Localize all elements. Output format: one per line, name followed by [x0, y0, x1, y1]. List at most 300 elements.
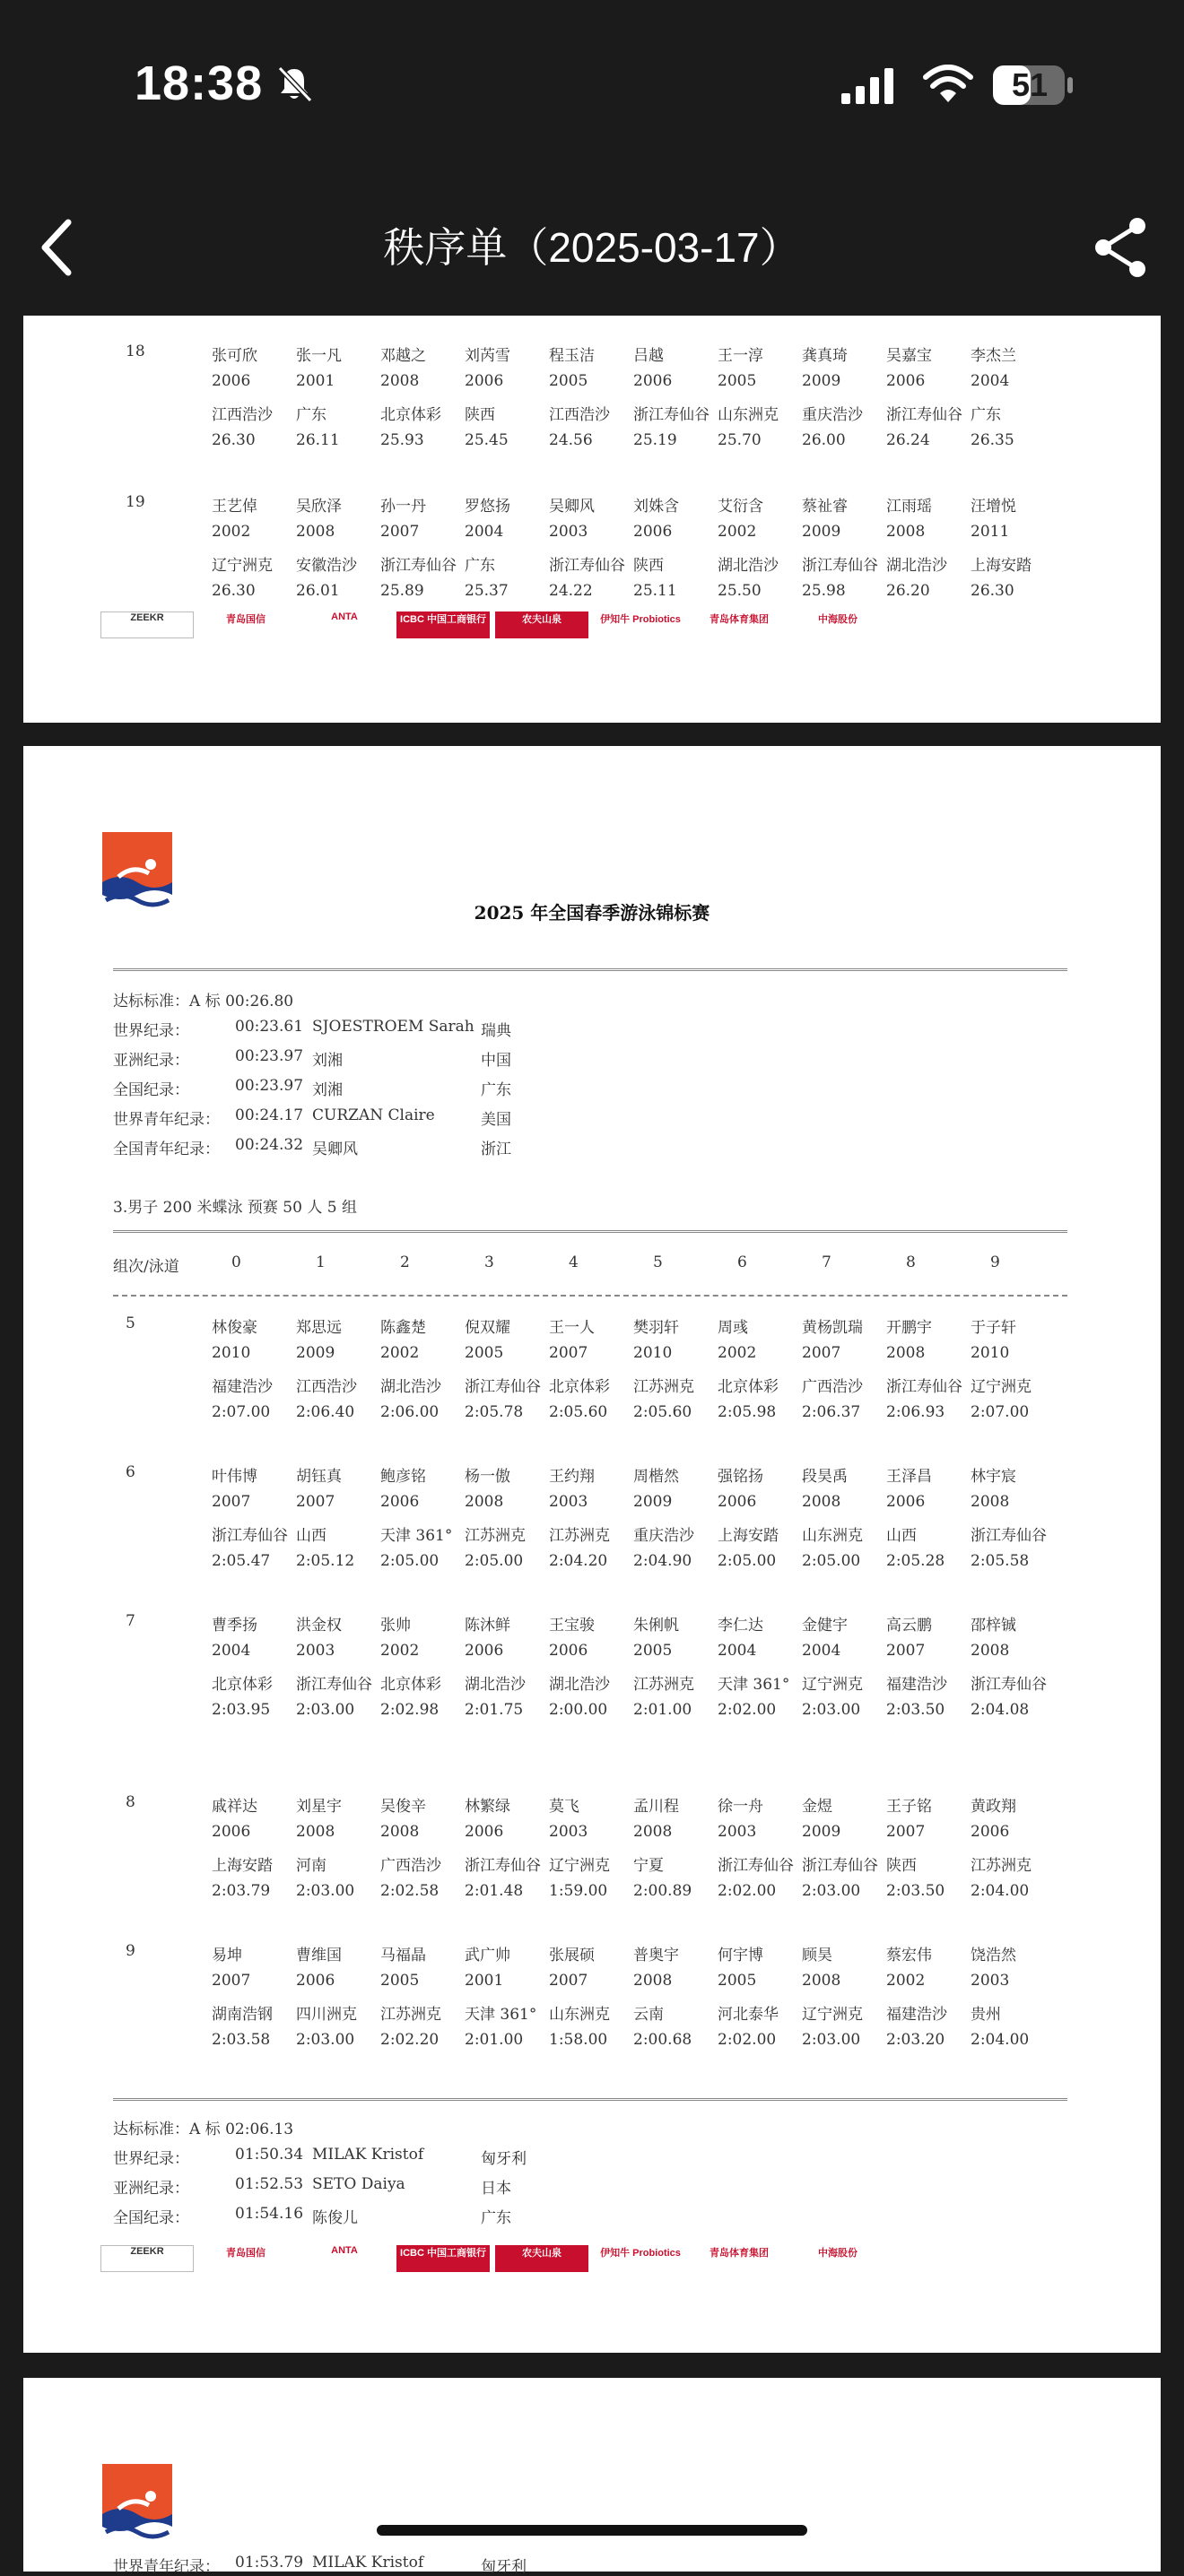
record-nation: 中国 [481, 1052, 511, 1070]
record-time: 00:24.32 [235, 1136, 304, 1154]
birth-year: 2008 [802, 1493, 841, 1511]
birth-year: 2008 [465, 1493, 504, 1511]
swimmer-team: 江苏洲克 [380, 2006, 441, 2024]
birth-year: 2008 [380, 1823, 420, 1841]
entry-time: 26.35 [971, 431, 1014, 449]
home-indicator [377, 2525, 807, 2536]
entry-time: 2:03.50 [886, 1701, 945, 1719]
swimmer-team: 福建浩沙 [886, 2006, 947, 2024]
entry-time: 2:03.00 [296, 1701, 355, 1719]
birth-year: 2008 [802, 1972, 841, 1990]
heat-number: 8 [126, 1793, 135, 1811]
swimmer-team: 上海安踏 [971, 557, 1032, 575]
swimmer-name: 罗悠扬 [465, 498, 510, 516]
swimmer-team: 重庆浩沙 [802, 406, 863, 424]
swimmer-name: 汪增悦 [971, 498, 1016, 516]
birth-year: 2004 [212, 1642, 251, 1660]
swimmer-name: 段昊禹 [802, 1468, 848, 1486]
sponsor-logo: 农夫山泉 [495, 2245, 588, 2272]
birth-year: 2006 [465, 372, 504, 390]
record-holder: 刘湘 [312, 1052, 343, 1070]
swimmer-team: 辽宁洲克 [802, 2006, 863, 2024]
swimmer-team: 重庆浩沙 [633, 1527, 694, 1545]
swimmer-name: 胡钰真 [296, 1468, 342, 1486]
swimmer-name: 倪双耀 [465, 1319, 510, 1337]
entry-time: 2:06.00 [380, 1403, 440, 1421]
swimmer-name: 杨一傲 [465, 1468, 510, 1486]
entry-time: 2:02.00 [718, 1701, 777, 1719]
entry-time: 26.20 [886, 582, 930, 600]
record-label: 亚洲纪录： [113, 1052, 189, 1070]
record-holder: 陈俊儿 [312, 2209, 358, 2227]
heat-number: 9 [126, 1942, 135, 1960]
swimmer-name: 王一淳 [718, 347, 763, 365]
birth-year: 2005 [465, 1344, 504, 1362]
sponsor-logo: ZEEKR [100, 611, 194, 638]
swimmer-name: 高云鹏 [886, 1617, 932, 1635]
swimmer-name: 陈鑫楚 [380, 1319, 426, 1337]
swimmer-team: 浙江寿仙谷 [802, 557, 878, 575]
swimmer-team: 北京体彩 [380, 1676, 441, 1694]
birth-year: 2005 [549, 372, 588, 390]
birth-year: 2009 [802, 1823, 841, 1841]
record-nation: 广东 [481, 2209, 511, 2227]
status-bar [0, 0, 1184, 179]
record-label: 全国纪录： [113, 2209, 189, 2227]
birth-year: 2010 [971, 1344, 1010, 1362]
entry-time: 2:03.00 [802, 2031, 861, 2049]
birth-year: 2004 [971, 372, 1010, 390]
birth-year: 2006 [718, 1493, 757, 1511]
entry-time: 2:03.95 [212, 1701, 271, 1719]
swimmer-name: 马福晶 [380, 1947, 426, 1965]
birth-year: 2003 [296, 1642, 335, 1660]
birth-year: 2003 [971, 1972, 1010, 1990]
swimmer-name: 蔡宏伟 [886, 1947, 932, 1965]
entry-time: 25.98 [802, 582, 846, 600]
swimmer-name: 周楷然 [633, 1468, 679, 1486]
swimmer-team: 天津 361° [718, 1676, 790, 1694]
swimmer-name: 孙一丹 [380, 498, 426, 516]
heat-number: 7 [126, 1612, 135, 1630]
swimmer-name: 张帅 [380, 1617, 411, 1635]
swimmer-team: 浙江寿仙谷 [802, 1857, 878, 1875]
heat-number: 6 [126, 1463, 135, 1481]
birth-year: 2002 [886, 1972, 926, 1990]
swimmer-name: 蔡祉睿 [802, 498, 848, 516]
swimmer-name: 邵梓铖 [971, 1617, 1016, 1635]
entry-time: 2:05.78 [465, 1403, 524, 1421]
swimmer-name: 郑思远 [296, 1319, 342, 1337]
swimmer-name: 王艺倬 [212, 498, 257, 516]
swimmer-team: 云南 [633, 2006, 664, 2024]
swimmer-team: 江苏洲克 [633, 1378, 694, 1396]
birth-year: 2010 [633, 1344, 673, 1362]
swimmer-name: 邓越之 [380, 347, 426, 365]
record-label: 世界青年纪录： [113, 2558, 220, 2576]
birth-year: 2008 [886, 1344, 926, 1362]
swimmer-name: 王宝骏 [549, 1617, 595, 1635]
record-nation: 美国 [481, 1111, 511, 1129]
lane-number: 3 [484, 1253, 494, 1271]
swimmer-team: 浙江寿仙谷 [718, 1857, 794, 1875]
entry-time: 2:04.90 [633, 1552, 692, 1570]
lane-number: 6 [737, 1253, 747, 1271]
birth-year: 2004 [465, 523, 504, 541]
swimmer-name: 徐一舟 [718, 1798, 763, 1816]
entry-time: 2:03.00 [802, 1882, 861, 1900]
swimmer-team: 山西 [886, 1527, 917, 1545]
lane-number: 0 [231, 1253, 241, 1271]
swimmer-team: 江西浩沙 [296, 1378, 357, 1396]
sponsor-logo: ANTA [298, 2245, 391, 2272]
entry-time: 2:03.79 [212, 1882, 271, 1900]
entry-time: 2:00.89 [633, 1882, 692, 1900]
swimmer-name: 吴欣泽 [296, 498, 342, 516]
entry-time: 2:05.60 [633, 1403, 692, 1421]
double-rule [113, 2098, 1067, 2101]
sponsor-logo: 伊知牛 Probiotics [594, 611, 687, 638]
birth-year: 2004 [718, 1642, 757, 1660]
record-label: 世界纪录： [113, 1022, 189, 1040]
swimmer-team: 湖北浩沙 [549, 1676, 610, 1694]
birth-year: 2007 [549, 1344, 588, 1362]
swimmer-name: 艾衍含 [718, 498, 763, 516]
swimmer-team: 河北泰华 [718, 2006, 779, 2024]
swimmer-name: 林宇宸 [971, 1468, 1016, 1486]
swimmer-team: 湖北浩沙 [380, 1378, 441, 1396]
swimmer-team: 浙江寿仙谷 [886, 406, 962, 424]
lane-number: 9 [990, 1253, 1000, 1271]
record-time: 00:23.97 [235, 1077, 304, 1095]
birth-year: 2011 [971, 523, 1010, 541]
record-time: 00:23.97 [235, 1047, 304, 1065]
birth-year: 2006 [212, 1823, 251, 1841]
entry-time: 25.11 [633, 582, 677, 600]
swimmer-name: 龚真琦 [802, 347, 848, 365]
record-time: 01:53.79 [235, 2554, 304, 2572]
record-label: 世界青年纪录： [113, 1111, 220, 1129]
share-icon[interactable] [1089, 212, 1152, 283]
birth-year: 2009 [296, 1344, 335, 1362]
swimmer-name: 普奥宇 [633, 1947, 679, 1965]
birth-year: 2007 [380, 523, 420, 541]
qualifying-standard: 达标标准：A 标 00:26.80 [113, 993, 294, 1010]
swimmer-team: 北京体彩 [718, 1378, 779, 1396]
swimmer-team: 浙江寿仙谷 [465, 1857, 541, 1875]
sponsor-logo: 青岛国信 [199, 2245, 292, 2272]
swimmer-name: 吴俊辛 [380, 1798, 426, 1816]
double-rule [113, 1230, 1067, 1233]
heat-number: 18 [126, 343, 145, 360]
birth-year: 2008 [886, 523, 926, 541]
swimmer-team: 浙江寿仙谷 [971, 1527, 1047, 1545]
birth-year: 2008 [296, 523, 335, 541]
cellular-signal-icon [840, 66, 897, 106]
entry-time: 26.11 [296, 431, 340, 449]
lane-number: 5 [653, 1253, 663, 1271]
swimmer-team: 浙江寿仙谷 [465, 1378, 541, 1396]
birth-year: 2006 [886, 1493, 926, 1511]
heat-number: 5 [126, 1314, 135, 1332]
swimmer-name: 何宇博 [718, 1947, 763, 1965]
entry-time: 25.45 [465, 431, 509, 449]
entry-time: 2:05.00 [380, 1552, 440, 1570]
swimmer-team: 江西浩沙 [549, 406, 610, 424]
birth-year: 2003 [549, 1493, 588, 1511]
record-holder: MILAK Kristof [312, 2146, 424, 2164]
swimmer-team: 江苏洲克 [633, 1676, 694, 1694]
event-heading: 3.男子 200 米蝶泳 预赛 50 人 5 组 [113, 1199, 357, 1217]
birth-year: 2006 [633, 523, 673, 541]
swimmer-name: 樊羽轩 [633, 1319, 679, 1337]
entry-time: 2:06.93 [886, 1403, 945, 1421]
document-page-3 [23, 2378, 1161, 2576]
swimmer-team: 上海安踏 [718, 1527, 779, 1545]
birth-year: 2009 [802, 523, 841, 541]
swimmer-team: 上海安踏 [212, 1857, 273, 1875]
record-nation: 匈牙利 [481, 2558, 527, 2576]
birth-year: 2002 [212, 523, 251, 541]
swimmer-team: 广东 [465, 557, 495, 575]
swimmer-name: 程玉洁 [549, 347, 595, 365]
battery-level: 51 [1011, 66, 1049, 103]
birth-year: 2001 [465, 1972, 504, 1990]
entry-time: 25.93 [380, 431, 424, 449]
swimmer-team: 江苏洲克 [465, 1527, 526, 1545]
entry-time: 26.30 [212, 582, 256, 600]
swimmer-team: 广西浩沙 [380, 1857, 441, 1875]
record-time: 00:23.61 [235, 1018, 304, 1036]
swimmer-name: 王子铭 [886, 1798, 932, 1816]
entry-time: 2:01.75 [465, 1701, 524, 1719]
sponsor-logo: ICBC 中国工商银行 [396, 2245, 490, 2272]
swimmer-team: 陕西 [465, 406, 495, 424]
swimmer-name: 饶浩然 [971, 1947, 1016, 1965]
swimmer-name: 金煜 [802, 1798, 832, 1816]
swimmer-name: 王泽昌 [886, 1468, 932, 1486]
swimmer-name: 武广帅 [465, 1947, 510, 1965]
record-label: 全国青年纪录： [113, 1141, 220, 1158]
swimmer-name: 鲍彦铭 [380, 1468, 426, 1486]
swimmer-team: 浙江寿仙谷 [549, 557, 625, 575]
swimmer-team: 天津 361° [465, 2006, 537, 2024]
swimmer-team: 贵州 [971, 2006, 1001, 2024]
swimmer-team: 湖北浩沙 [718, 557, 779, 575]
swimmer-name: 李仁达 [718, 1617, 763, 1635]
birth-year: 2008 [633, 1972, 673, 1990]
entry-time: 1:58.00 [549, 2031, 608, 2049]
swimmer-team: 北京体彩 [380, 406, 441, 424]
entry-time: 2:06.40 [296, 1403, 355, 1421]
sponsor-logo: 中海股份 [791, 611, 884, 638]
record-holder: CURZAN Claire [312, 1106, 435, 1124]
swimmer-team: 江西浩沙 [212, 406, 273, 424]
entry-time: 1:59.00 [549, 1882, 608, 1900]
record-time: 01:54.16 [235, 2205, 304, 2223]
birth-year: 2008 [971, 1493, 1010, 1511]
entry-time: 25.19 [633, 431, 677, 449]
entry-time: 26.24 [886, 431, 930, 449]
swimmer-name: 张展硕 [549, 1947, 595, 1965]
swimmer-team: 陕西 [886, 1857, 917, 1875]
swimmer-team: 江苏洲克 [971, 1857, 1032, 1875]
swimming-association-logo [102, 2464, 172, 2546]
swimmer-team: 浙江寿仙谷 [633, 406, 710, 424]
lane-number: 8 [906, 1253, 916, 1271]
swimmer-name: 刘芮雪 [465, 347, 510, 365]
birth-year: 2009 [802, 372, 841, 390]
sponsor-logo: 青岛体育集团 [692, 2245, 786, 2272]
birth-year: 2002 [718, 523, 757, 541]
swimmer-name: 顾昊 [802, 1947, 832, 1965]
swimmer-name: 李杰兰 [971, 347, 1016, 365]
swimmer-name: 洪金权 [296, 1617, 342, 1635]
double-rule [113, 968, 1067, 971]
swimmer-team: 广东 [971, 406, 1001, 424]
swimmer-name: 曹维国 [296, 1947, 342, 1965]
birth-year: 2005 [380, 1972, 420, 1990]
swimmer-team: 浙江寿仙谷 [212, 1527, 288, 1545]
entry-time: 2:05.12 [296, 1552, 355, 1570]
swimmer-team: 辽宁洲克 [971, 1378, 1032, 1396]
document-page-1 [23, 316, 1161, 723]
sponsor-logo: 农夫山泉 [495, 611, 588, 638]
record-label: 全国纪录： [113, 1081, 189, 1099]
swimmer-team: 湖北浩沙 [886, 557, 947, 575]
record-label: 亚洲纪录： [113, 2180, 189, 2198]
swimmer-name: 叶伟博 [212, 1468, 257, 1486]
swimmer-team: 辽宁洲克 [549, 1857, 610, 1875]
status-time: 18:38 [135, 56, 264, 110]
entry-time: 2:05.47 [212, 1552, 271, 1570]
birth-year: 2006 [971, 1823, 1010, 1841]
qualifying-standard: 达标标准：A 标 02:06.13 [113, 2121, 294, 2138]
swimmer-name: 曹季扬 [212, 1617, 257, 1635]
birth-year: 2008 [380, 372, 420, 390]
record-nation: 匈牙利 [481, 2150, 527, 2168]
entry-time: 2:01.48 [465, 1882, 524, 1900]
birth-year: 2007 [886, 1823, 926, 1841]
swimmer-team: 福建浩沙 [212, 1378, 273, 1396]
entry-time: 2:03.58 [212, 2031, 271, 2049]
record-time: 01:50.34 [235, 2146, 304, 2164]
swimmer-name: 吴嘉宝 [886, 347, 932, 365]
silent-bell-icon [274, 65, 314, 104]
lane-number: 7 [822, 1253, 831, 1271]
entry-time: 2:02.00 [718, 1882, 777, 1900]
lane-number: 2 [400, 1253, 410, 1271]
birth-year: 2002 [380, 1642, 420, 1660]
birth-year: 2008 [971, 1642, 1010, 1660]
birth-year: 2005 [718, 372, 757, 390]
entry-time: 2:03.00 [296, 1882, 355, 1900]
swimmer-name: 黄政翔 [971, 1798, 1016, 1816]
swimmer-team: 广西浩沙 [802, 1378, 863, 1396]
entry-time: 2:03.00 [296, 2031, 355, 2049]
entry-time: 2:02.98 [380, 1701, 440, 1719]
entry-time: 2:04.00 [971, 1882, 1030, 1900]
swimmer-name: 开鹏宇 [886, 1319, 932, 1337]
birth-year: 2007 [802, 1344, 841, 1362]
entry-time: 2:02.00 [718, 2031, 777, 2049]
swimmer-team: 陕西 [633, 557, 664, 575]
sponsor-logo: ANTA [298, 611, 391, 638]
swimmer-name: 张一凡 [296, 347, 342, 365]
swimmer-name: 林俊豪 [212, 1319, 257, 1337]
entry-time: 2:05.58 [971, 1552, 1030, 1570]
birth-year: 2007 [212, 1972, 251, 1990]
record-holder: SJOESTROEM Sarah [312, 1018, 474, 1036]
swimmer-team: 安徽浩沙 [296, 557, 357, 575]
swimmer-name: 王一人 [549, 1319, 595, 1337]
record-holder: 吴卿风 [312, 1141, 358, 1158]
sponsor-logo: ICBC 中国工商银行 [396, 611, 490, 638]
swimmer-team: 山东洲克 [802, 1527, 863, 1545]
swimmer-name: 张可欣 [212, 347, 257, 365]
swimmer-team: 福建浩沙 [886, 1676, 947, 1694]
entry-time: 25.70 [718, 431, 762, 449]
record-nation: 浙江 [481, 1141, 511, 1158]
birth-year: 2003 [718, 1823, 757, 1841]
entry-time: 2:03.50 [886, 1882, 945, 1900]
entry-time: 2:02.20 [380, 2031, 440, 2049]
entry-time: 2:04.20 [549, 1552, 608, 1570]
document-page-2 [23, 746, 1161, 2353]
birth-year: 2006 [296, 1972, 335, 1990]
birth-year: 2008 [633, 1823, 673, 1841]
entry-time: 2:05.00 [465, 1552, 524, 1570]
birth-year: 2006 [549, 1642, 588, 1660]
swimmer-team: 四川洲克 [296, 2006, 357, 2024]
birth-year: 2006 [465, 1642, 504, 1660]
group-lane-label: 组次/泳道 [113, 1258, 179, 1276]
birth-year: 2003 [549, 523, 588, 541]
birth-year: 2002 [380, 1344, 420, 1362]
entry-time: 2:01.00 [465, 2031, 524, 2049]
entry-time: 2:03.20 [886, 2031, 945, 2049]
swimmer-name: 王约翔 [549, 1468, 595, 1486]
entry-time: 26.30 [212, 431, 256, 449]
swimmer-name: 孟川程 [633, 1798, 679, 1816]
swimmer-team: 北京体彩 [212, 1676, 273, 1694]
dashed-rule [113, 1295, 1067, 1297]
sponsor-logo: 中海股份 [791, 2245, 884, 2272]
swimmer-team: 广东 [296, 406, 326, 424]
swimmer-team: 山东洲克 [549, 2006, 610, 2024]
page-title: 秩序单（2025-03-17） [383, 224, 801, 271]
sponsor-logo: 青岛国信 [199, 611, 292, 638]
entry-time: 2:05.00 [802, 1552, 861, 1570]
birth-year: 2001 [296, 372, 335, 390]
swimmer-name: 于子轩 [971, 1319, 1016, 1337]
swimmer-name: 周彧 [718, 1319, 748, 1337]
swimmer-name: 莫飞 [549, 1798, 579, 1816]
swimmer-team: 浙江寿仙谷 [296, 1676, 372, 1694]
sponsor-logo: 伊知牛 Probiotics [594, 2245, 687, 2272]
entry-time: 24.56 [549, 431, 593, 449]
swimmer-name: 江雨瑶 [886, 498, 932, 516]
birth-year: 2005 [633, 1642, 673, 1660]
swimmer-name: 黄杨凯瑞 [802, 1319, 863, 1337]
entry-time: 2:03.00 [802, 1701, 861, 1719]
entry-time: 2:05.00 [718, 1552, 777, 1570]
swimmer-team: 辽宁洲克 [802, 1676, 863, 1694]
swimmer-team: 山东洲克 [718, 406, 779, 424]
entry-time: 2:00.00 [549, 1701, 608, 1719]
record-time: 00:24.17 [235, 1106, 304, 1124]
birth-year: 2006 [633, 372, 673, 390]
